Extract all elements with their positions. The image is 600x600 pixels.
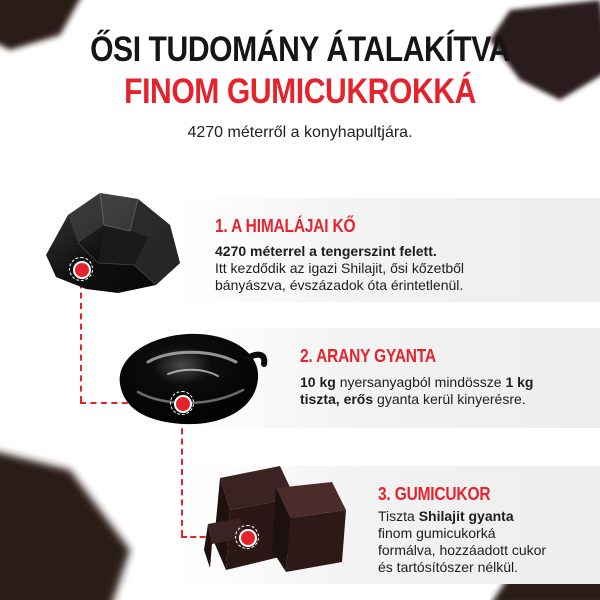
step-1-lead: 4270 méterrel a tengerszint felett. bbox=[215, 243, 437, 259]
red-dot-icon-2 bbox=[174, 395, 192, 413]
step-1-text bbox=[215, 243, 595, 294]
step-1-title: 1. A HIMALÁJAI KŐ bbox=[215, 216, 356, 236]
step-2-text bbox=[300, 374, 595, 408]
step-3-line4: és tartósítószer nélkül. bbox=[378, 559, 519, 575]
step-2-title: 2. ARANY GYANTA bbox=[300, 346, 436, 366]
step-3-text bbox=[378, 508, 598, 576]
rock-image bbox=[38, 185, 188, 300]
gummy-image bbox=[200, 458, 360, 588]
red-dot-icon-3 bbox=[239, 529, 257, 547]
step-3-text-1: Tiszta bbox=[378, 508, 419, 524]
headline-line2: FINOM GUMICUKROKKÁ bbox=[124, 72, 476, 111]
red-dot-icon-1 bbox=[73, 261, 91, 279]
headline-line1: ŐSI TUDOMÁNY ÁTALAKÍTVA bbox=[90, 30, 510, 69]
step-2-bold-1: 10 kg bbox=[300, 374, 336, 390]
step-1-line1: Itt kezdődik az igazi Shilajit, ősi kőzetből bbox=[215, 260, 465, 276]
step-3-bold-1: Shilajit gyanta bbox=[418, 508, 514, 524]
step-3-line3: formálva, hozzáadott cukor bbox=[378, 542, 547, 558]
subtitle: 4270 méterről a konyhapultjára. bbox=[187, 124, 413, 141]
step-3-title: 3. GUMICUKOR bbox=[378, 484, 491, 504]
resin-image bbox=[108, 322, 268, 432]
corner-gummy-bottom-left bbox=[0, 430, 140, 600]
step-3-line2: finom gumicukorká bbox=[378, 525, 496, 541]
step-1-line2: bányászva, évszázadok óta érintetlenül. bbox=[215, 277, 464, 293]
step-2-bold-2: 1 kg bbox=[505, 374, 534, 390]
step-2-text-1: nyersanyagból mindössze bbox=[335, 374, 506, 390]
step-2-text-2: gyanta kerül kinyerésre. bbox=[373, 391, 526, 407]
step-2-bold-3: tiszta, erős bbox=[300, 391, 374, 407]
